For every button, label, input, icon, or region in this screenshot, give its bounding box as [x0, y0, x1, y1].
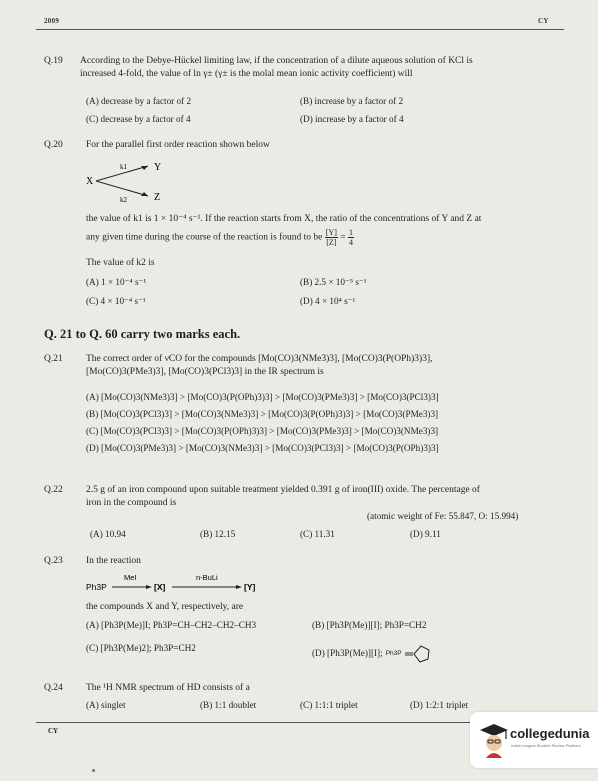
q23-reagent1: MeI	[124, 573, 137, 582]
q21-number: Q.21	[44, 354, 63, 364]
q21-option-b[interactable]: (B) [Mo(CO)3(PCl3)3] > [Mo(CO)3(NMe3)3] > [Mo(CO)3(P(OPh)3)3] > [Mo(CO)3(PMe3)3]	[86, 409, 439, 419]
q19-option-a[interactable]: (A) decrease by a factor of 2	[86, 96, 192, 106]
q24-option-a[interactable]: (A) singlet	[86, 700, 126, 710]
q22-option-a[interactable]: (A) 10.94	[90, 529, 126, 539]
q23-option-a[interactable]: (A) [Ph3P(Me)]I; Ph3P=CH–CH2–CH2–CH3	[86, 620, 257, 630]
q20-product-y: Y	[154, 162, 162, 173]
footer-code: CY	[48, 727, 59, 735]
q20-value-fraction	[348, 228, 354, 247]
cyclopentylidene-ring-icon	[405, 643, 431, 663]
q22-stem	[86, 484, 566, 510]
q20-arrow-k2	[96, 181, 148, 196]
q23-arrowhead-2	[236, 585, 242, 589]
header-rule	[36, 29, 564, 30]
q20-ratio-den: [Z]	[326, 238, 337, 247]
q20-line3-wrap	[86, 228, 354, 247]
q20-number: Q.20	[44, 140, 63, 150]
q22-option-b[interactable]: (B) 12.15	[200, 529, 236, 539]
q23-end: [Y]	[244, 582, 256, 592]
q20-ratio-fraction	[325, 228, 338, 247]
q23-reagent2: n-BuLi	[196, 573, 218, 582]
q22-line1: 2.5 g of an iron compound upon suitable treatment yielded 0.391 g of iron(III) oxide. The percentage of	[86, 485, 480, 495]
q23-line1: In the reaction	[86, 556, 141, 566]
q19-option-d[interactable]: (D) increase by a factor of 4	[300, 114, 404, 124]
q19-number: Q.19	[44, 56, 63, 66]
q23-option-d-struct: Ph3P	[385, 649, 402, 657]
graduation-cap-icon	[478, 722, 510, 758]
q19-stem	[80, 55, 570, 81]
q21-option-a[interactable]: (A) [Mo(CO)3(NMe3)3] > [Mo(CO)3(P(OPh)3)3] > [Mo(CO)3(PMe3)3] > [Mo(CO)3(PCl3)3]	[86, 392, 439, 402]
q20-option-d[interactable]: (D) 4 × 10⁴ s⁻¹	[300, 296, 356, 306]
q24-option-b[interactable]: (B) 1:1 doublet	[200, 700, 257, 710]
q23-arrowhead-1	[146, 585, 152, 589]
q21-option-d[interactable]: (D) [Mo(CO)3(PMe3)3] > [Mo(CO)3(NMe3)3] > [Mo(CO)3(PCl3)3] > [Mo(CO)3(P(OPh)3)3]	[86, 443, 439, 453]
q20-line4: The value of k2 is	[86, 258, 155, 268]
logo-name: collegedunia	[510, 726, 590, 741]
q19-line2: increased 4-fold, the value of ln γ± (γ± is the molal mean ionic activity coefficient) will	[80, 69, 413, 79]
q20-k1-label: k1	[120, 163, 127, 171]
collegedunia-logo	[470, 712, 598, 768]
q20-option-c[interactable]: (C) 4 × 10⁻⁴ s⁻¹	[86, 296, 146, 306]
q22-option-d[interactable]: (D) 9.11	[410, 529, 441, 539]
q20-ratio-num: [Y]	[325, 228, 337, 237]
page-speck	[92, 769, 95, 772]
q22-line2: iron in the compound is	[86, 498, 177, 508]
q20-product-z: Z	[154, 192, 161, 203]
q21-option-c[interactable]: (C) [Mo(CO)3(PCl3)3] > [Mo(CO)3(P(OPh)3)3] > [Mo(CO)3(PMe3)3] > [Mo(CO)3(NMe3)3]	[86, 426, 439, 436]
q20-line3: any given time during the course of the reaction is found to be	[86, 232, 323, 243]
q21-line2: [Mo(CO)3(PMe3)3], [Mo(CO)3(PCl3)3] in the IR spectrum is	[86, 367, 324, 377]
q23-mid: [X]	[154, 582, 166, 592]
q20-reaction-diagram	[84, 158, 194, 206]
q24-option-d[interactable]: (D) 1:2:1 triplet	[410, 700, 469, 710]
q20-line1: For the parallel first order reaction shown below	[86, 140, 270, 150]
q19-line1: According to the Debye-Hückel limiting law, if the concentration of a dilute aqueous solution of KCl is	[80, 56, 473, 66]
logo-tagline: India's largest Student Review Platform	[511, 743, 581, 748]
q23-number: Q.23	[44, 556, 63, 566]
q19-option-c[interactable]: (C) decrease by a factor of 4	[86, 114, 191, 124]
q20-equals: =	[340, 232, 346, 243]
q20-option-a[interactable]: (A) 1 × 10⁻⁴ s⁻¹	[86, 277, 147, 287]
q23-option-b[interactable]: (B) [Ph3P(Me)][I]; Ph3P=CH2	[312, 620, 427, 630]
q20-k2-label: k2	[120, 196, 127, 204]
q24-option-c[interactable]: (C) 1:1:1 triplet	[300, 700, 358, 710]
header-code: CY	[538, 17, 549, 25]
q23-option-d[interactable]	[312, 643, 431, 663]
q24-line1: The ¹H NMR spectrum of HD consists of a	[86, 683, 250, 693]
q19-option-b[interactable]: (B) increase by a factor of 2	[300, 96, 404, 106]
q20-value-den: 4	[348, 238, 353, 247]
section-heading: Q. 21 to Q. 60 carry two marks each.	[44, 327, 241, 341]
q23-reaction-scheme	[86, 570, 286, 598]
header-year: 2009	[44, 17, 60, 25]
q22-number: Q.22	[44, 485, 63, 495]
q23-option-c[interactable]: (C) [Ph3P(Me)2]; Ph3P=CH2	[86, 643, 196, 653]
q23-option-d-text: (D) [Ph3P(Me)][I];	[312, 648, 383, 658]
q23-line2: the compounds X and Y, respectively, are	[86, 602, 244, 612]
q21-line1: The correct order of νCO for the compounds [Mo(CO)3(NMe3)3], [Mo(CO)3(P(OPh)3)3],	[86, 354, 433, 364]
q22-note: (atomic weight of Fe: 55.847, O: 15.994)	[367, 511, 519, 521]
q20-line2: the value of k1 is 1 × 10⁻⁴ s⁻¹. If the reaction starts from X, the ratio of the concentrations of Y and Z at	[86, 214, 482, 224]
q20-value-num: 1	[348, 228, 353, 237]
q20-reactant: X	[86, 176, 94, 187]
q23-start: Ph3P	[86, 582, 107, 592]
q21-stem	[86, 353, 566, 379]
q24-number: Q.24	[44, 683, 63, 693]
q22-option-c[interactable]: (C) 11.31	[300, 529, 335, 539]
q20-option-b[interactable]: (B) 2.5 × 10⁻⁵ s⁻¹	[300, 277, 367, 287]
